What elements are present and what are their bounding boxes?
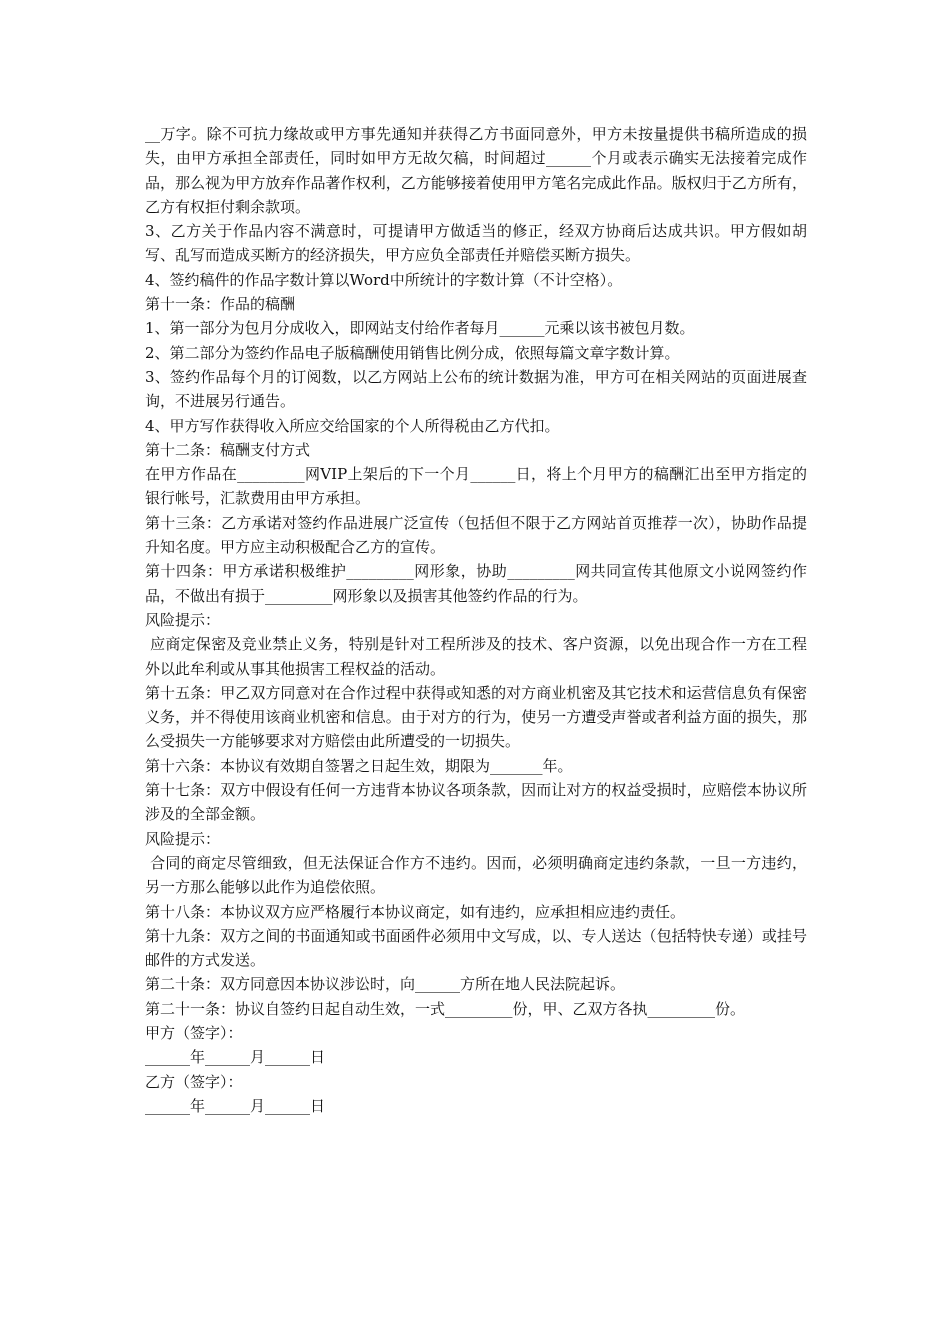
- article-14-paragraph: 第十四条：甲方承诺积极维护_________网形象，协助_________网共同宣传其他原文小说网签约作品，不做出有损于_________网形象以及损害其他签约作品的行为。: [145, 562, 807, 605]
- item-3-revision-paragraph: 3、乙方关于作品内容不满意时，可提请甲方做适当的修正，经双方协商后达成共识。甲方假如胡写、乱写而造成买断方的经济损失，甲方应负全部责任并赔偿买断方损失。: [145, 222, 807, 265]
- article-12-body: 在甲方作品在_________网VIP上架后的下一个月______日，将上个月甲方的稿酬汇出至甲方指定的银行帐号，汇款费用由甲方承担。: [145, 465, 807, 508]
- article-11-item-2: 2、第二部分为签约作品电子版稿酬使用销售比例分成，依照每篇文章字数计算。: [145, 343, 680, 362]
- article-16-paragraph: 第十六条：本协议有效期自签署之日起生效，期限为_______年。: [145, 756, 573, 775]
- article-15-paragraph: 第十五条：甲乙双方同意对在合作过程中获得或知悉的对方商业机密及其它技术和运营信息负有保密义务，并不得使用该商业机密和信息。由于对方的行为，使另一方遭受声誉或者利益方面的损失，那么受损失一方能够要求对方赔偿由此所遭受的一切损失。: [145, 683, 807, 751]
- party-b-date-line: ______年______月______日: [145, 1096, 326, 1115]
- article-11-heading: 第十一条：作品的稿酬: [145, 295, 296, 314]
- article-18-paragraph: 第十八条：本协议双方应严格履行本协议商定，如有违约，应承担相应违约责任。: [145, 902, 686, 921]
- article-20-paragraph: 第二十条：双方同意因本协议涉讼时，向______方所在地人民法院起诉。: [145, 975, 626, 994]
- article-21-paragraph: 第二十一条：协议自签约日起自动生效，一式_________份，甲、乙双方各执_________份。: [145, 999, 746, 1018]
- clause-continuation-paragraph: __万字。除不可抗力缘故或甲方事先通知并获得乙方书面同意外，甲方未按量提供书稿所造成的损失，由甲方承担全部责任，同时如甲方无故欠稿，时间超过______个月或表示确实无法接着完成作品，那么视为甲方放弃作品著作权利，乙方能够接着使用甲方笔名完成此作品。版权归于乙方所有，乙方有权拒付剩余款项。: [145, 125, 807, 216]
- party-a-date-line: ______年______月______日: [145, 1048, 326, 1067]
- article-11-item-3: 3、签约作品每个月的订阅数，以乙方网站上公布的统计数据为准，甲方可在相关网站的页面进展查询，不进展另行通告。: [145, 367, 807, 411]
- contract-body: [145, 122, 807, 1118]
- article-19-paragraph: 第十九条：双方之间的书面通知或书面函件必须用中文写成，以、专人送达（包括特快专递）或挂号邮件的方式发送。: [145, 926, 807, 970]
- risk-notice-body-2: 合同的商定尽管细致，但无法保证合作方不违约。因而，必须明确商定违约条款，一旦一方违约，另一方那么能够以此作为追偿依照。: [145, 853, 807, 897]
- article-17-paragraph: 第十七条：双方中假设有任何一方违背本协议各项条款，因而让对方的权益受损时，应赔偿本协议所涉及的全部金额。: [145, 781, 807, 824]
- risk-notice-heading-2: 风险提示：: [145, 829, 221, 848]
- risk-notice-heading-1: 风险提示：: [145, 610, 221, 629]
- article-11-item-1: 1、第一部分为包月分成收入，即网站支付给作者每月______元乘以该书被包月数。: [145, 319, 695, 338]
- article-13-paragraph: 第十三条：乙方承诺对签约作品进展广泛宣传（包括但不限于乙方网站首页推荐一次），协助作品提升知名度。甲方应主动积极配合乙方的宣传。: [145, 513, 807, 557]
- article-11-item-4: 4、甲方写作获得收入所应交给国家的个人所得税由乙方代扣。: [145, 416, 560, 435]
- risk-notice-body-1: 应商定保密及竞业禁止义务，特别是针对工程所涉及的技术、客户资源，以免出现合作一方在工程外以此牟利或从事其他损害工程权益的活动。: [145, 635, 807, 678]
- party-b-signature-label: 乙方（签字）：: [145, 1072, 243, 1091]
- party-a-signature-label: 甲方（签字）：: [145, 1023, 243, 1042]
- article-12-heading: 第十二条：稿酬支付方式: [145, 440, 311, 459]
- item-4-word-count-paragraph: 4、签约稿件的作品字数计算以Word中所统计的字数计算（不计空格）。: [145, 270, 623, 289]
